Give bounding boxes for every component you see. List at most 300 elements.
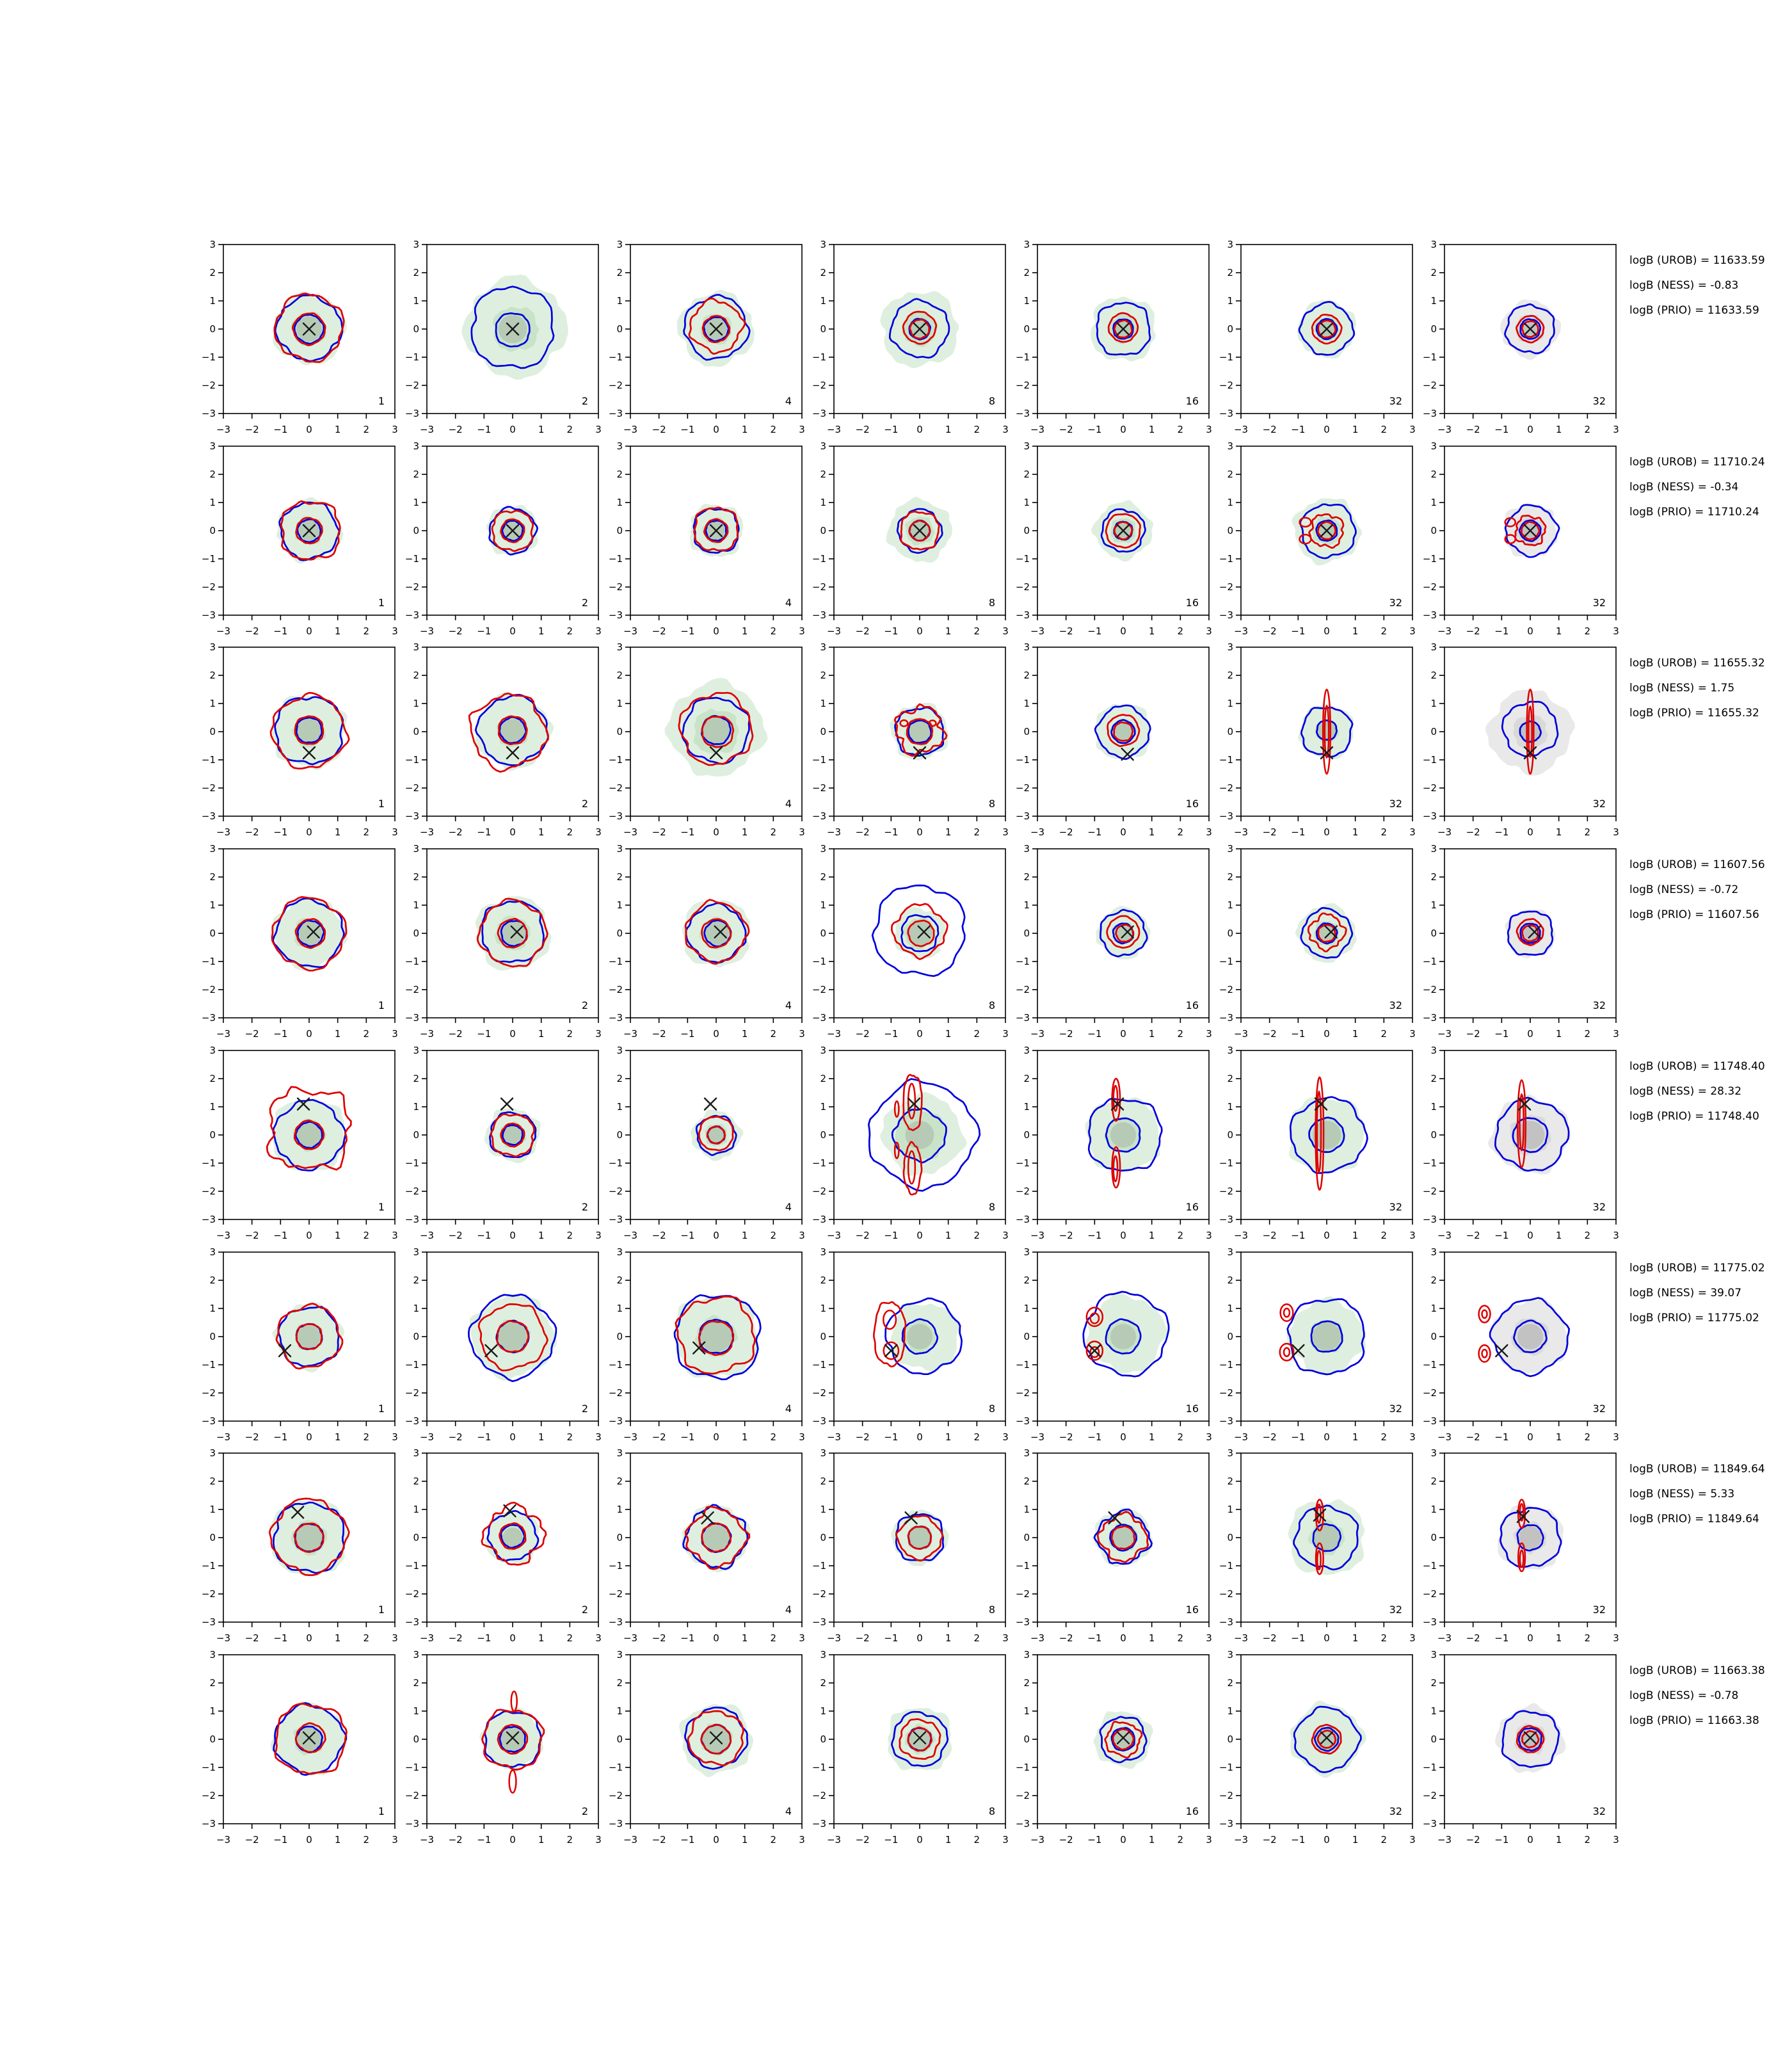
x-tick-label: 3 — [1206, 1834, 1212, 1846]
y-tick-label: −1 — [201, 754, 216, 766]
x-tick-label: 0 — [1527, 1834, 1533, 1846]
x-tick-label: −3 — [1030, 1834, 1045, 1846]
x-tick-label: −3 — [826, 1834, 842, 1846]
subplot-r1-c7 — [1423, 239, 1619, 435]
x-tick-label: −1 — [1291, 1834, 1306, 1846]
y-tick-label: 3 — [413, 1246, 419, 1258]
x-tick-label: −2 — [1059, 424, 1073, 435]
sample-size-label: 1 — [378, 999, 385, 1011]
x-tick-label: 3 — [1206, 1431, 1212, 1443]
prior-center-fill — [1519, 1526, 1542, 1548]
x-tick-label: −2 — [1466, 1230, 1480, 1241]
x-tick-label: 0 — [1527, 1230, 1533, 1241]
y-tick-label: 1 — [1227, 497, 1233, 508]
y-tick-label: −2 — [404, 984, 419, 995]
y-tick-label: 1 — [1430, 698, 1437, 709]
x-tick-label: −1 — [884, 1230, 899, 1241]
y-tick-label: −2 — [608, 1186, 623, 1197]
y-tick-label: −3 — [1422, 408, 1437, 419]
plot-area — [269, 1499, 349, 1576]
x-tick-label: −2 — [855, 625, 870, 637]
y-tick-label: −2 — [1219, 782, 1233, 794]
y-tick-label: 0 — [616, 1733, 623, 1745]
x-tick-label: 3 — [595, 424, 602, 435]
x-tick-label: −1 — [477, 826, 492, 838]
y-tick-label: 3 — [1023, 1045, 1030, 1056]
y-tick-label: −1 — [1219, 754, 1233, 766]
x-tick-label: 2 — [1584, 424, 1591, 435]
y-tick-label: 2 — [1023, 871, 1030, 883]
x-tick-label: 1 — [1148, 1431, 1155, 1443]
y-tick-label: 1 — [413, 295, 419, 307]
x-tick-label: −1 — [273, 1834, 288, 1846]
subplot-r5-c5 — [1016, 1045, 1212, 1241]
plot-area — [1485, 689, 1575, 776]
x-tick-label: 3 — [392, 1028, 398, 1040]
sample-size-label: 2 — [581, 1403, 588, 1415]
x-tick-label: −2 — [448, 1230, 463, 1241]
x-tick-label: 1 — [1555, 1230, 1562, 1241]
x-tick-label: −2 — [244, 826, 259, 838]
logb-ness-text: logB (NESS) = 1.75 — [1629, 682, 1735, 695]
x-tick-label: 0 — [1527, 826, 1533, 838]
x-tick-label: −3 — [1437, 424, 1452, 435]
y-tick-label: −2 — [404, 1790, 419, 1801]
y-tick-label: −3 — [1422, 1818, 1437, 1830]
x-tick-label: 3 — [1613, 424, 1619, 435]
x-tick-label: 1 — [538, 1834, 545, 1846]
logb-urob-text: logB (UROB) = 11663.38 — [1629, 1664, 1765, 1677]
x-tick-label: −1 — [1494, 826, 1509, 838]
x-tick-label: 2 — [770, 826, 777, 838]
y-tick-label: 1 — [1023, 899, 1030, 911]
plot-area — [479, 1691, 544, 1792]
x-tick-label: 1 — [945, 1834, 952, 1846]
y-tick-label: 3 — [616, 641, 623, 653]
x-tick-label: −2 — [448, 625, 463, 637]
x-tick-label: 0 — [1527, 1632, 1533, 1644]
x-tick-label: 1 — [945, 1431, 952, 1443]
logb-prio-text: logB (PRIO) = 11607.56 — [1629, 908, 1759, 921]
x-tick-label: 0 — [1527, 1431, 1533, 1443]
x-tick-label: −1 — [680, 1230, 695, 1241]
plot-area — [1085, 1079, 1162, 1187]
x-tick-label: 0 — [713, 1230, 719, 1241]
sample-size-label: 16 — [1185, 1805, 1199, 1817]
x-tick-label: −2 — [1059, 826, 1073, 838]
x-tick-label: −3 — [826, 826, 842, 838]
x-tick-label: 3 — [799, 424, 805, 435]
y-tick-label: −3 — [812, 408, 826, 419]
y-tick-label: 1 — [1023, 1303, 1030, 1314]
x-tick-label: −3 — [216, 826, 231, 838]
y-tick-label: 1 — [1430, 497, 1437, 508]
x-tick-label: 2 — [566, 1028, 573, 1040]
x-tick-label: 0 — [1120, 1834, 1126, 1846]
x-tick-label: 3 — [799, 1431, 805, 1443]
x-tick-label: 3 — [1409, 1028, 1416, 1040]
y-tick-label: 2 — [1023, 1275, 1030, 1286]
x-tick-label: 3 — [1409, 826, 1416, 838]
x-tick-label: 3 — [1613, 1431, 1619, 1443]
x-tick-label: 0 — [916, 1834, 923, 1846]
x-tick-label: 1 — [945, 826, 952, 838]
y-tick-label: 0 — [1023, 1331, 1030, 1342]
x-tick-label: 2 — [1177, 424, 1184, 435]
subplot-r8-c3 — [609, 1649, 805, 1846]
x-tick-label: 2 — [1177, 1834, 1184, 1846]
y-tick-label: −3 — [1219, 1214, 1233, 1225]
x-tick-label: −1 — [477, 1632, 492, 1644]
y-tick-label: −2 — [201, 1588, 216, 1600]
x-tick-label: −3 — [1437, 1834, 1452, 1846]
y-tick-label: 0 — [413, 1331, 419, 1342]
x-tick-label: −3 — [216, 625, 231, 637]
x-tick-label: −2 — [244, 1431, 259, 1443]
x-tick-label: 0 — [306, 1632, 312, 1644]
x-tick-label: 1 — [538, 826, 545, 838]
y-tick-label: 3 — [1430, 1649, 1437, 1661]
x-tick-label: 2 — [1584, 1028, 1591, 1040]
x-tick-label: −2 — [1262, 1834, 1277, 1846]
y-tick-label: 0 — [820, 1129, 826, 1141]
subplot-r6-c7 — [1423, 1246, 1619, 1443]
plot-area — [484, 1108, 541, 1163]
y-tick-label: −2 — [1219, 1790, 1233, 1801]
x-tick-label: −1 — [273, 625, 288, 637]
x-tick-label: −1 — [680, 1028, 695, 1040]
y-tick-label: −2 — [1422, 1387, 1437, 1399]
logb-prio-text: logB (PRIO) = 11655.32 — [1629, 707, 1759, 720]
y-tick-label: 3 — [616, 239, 623, 250]
y-tick-label: −3 — [608, 1616, 623, 1628]
y-tick-label: 3 — [1227, 641, 1233, 653]
y-tick-label: 3 — [1430, 1246, 1437, 1258]
y-tick-label: 3 — [1430, 843, 1437, 855]
x-tick-label: 3 — [1409, 625, 1416, 637]
sample-size-label: 32 — [1389, 1403, 1402, 1415]
x-tick-label: −2 — [448, 826, 463, 838]
x-tick-label: −2 — [448, 1632, 463, 1644]
y-tick-label: 0 — [1430, 1129, 1437, 1141]
y-tick-label: −3 — [201, 609, 216, 621]
x-tick-label: −1 — [680, 625, 695, 637]
x-tick-label: −1 — [477, 1028, 492, 1040]
x-tick-label: 3 — [1409, 1632, 1416, 1644]
x-tick-label: 0 — [916, 625, 923, 637]
y-tick-label: −2 — [1015, 1387, 1030, 1399]
x-tick-label: −1 — [1087, 826, 1102, 838]
y-tick-label: −3 — [812, 1415, 826, 1427]
x-tick-label: 0 — [306, 625, 312, 637]
y-tick-label: 1 — [1227, 1504, 1233, 1515]
x-tick-label: 0 — [1120, 1431, 1126, 1443]
x-tick-label: −1 — [1291, 1632, 1306, 1644]
y-tick-label: 0 — [1023, 1129, 1030, 1141]
sample-size-label: 32 — [1592, 1201, 1606, 1213]
x-tick-label: −1 — [273, 1632, 288, 1644]
x-tick-label: 0 — [713, 1431, 719, 1443]
x-tick-label: 3 — [1206, 625, 1212, 637]
plot-area — [888, 1708, 952, 1771]
y-tick-label: 1 — [1430, 295, 1437, 307]
x-tick-label: 1 — [1555, 1431, 1562, 1443]
x-tick-label: 2 — [973, 625, 980, 637]
x-tick-label: 1 — [538, 1431, 545, 1443]
subplot-r3-c1 — [202, 641, 398, 838]
subplot-r6-c6 — [1219, 1246, 1416, 1443]
sample-size-label: 32 — [1389, 1604, 1402, 1616]
sample-size-label: 32 — [1592, 999, 1606, 1011]
y-tick-label: 0 — [616, 323, 623, 335]
x-tick-label: −1 — [884, 1632, 899, 1644]
sample-size-label: 1 — [378, 798, 385, 810]
y-tick-label: 2 — [616, 871, 623, 883]
y-tick-label: −2 — [1422, 782, 1437, 794]
x-tick-label: 2 — [770, 625, 777, 637]
y-tick-label: 2 — [1227, 469, 1233, 480]
x-tick-label: −3 — [1233, 625, 1249, 637]
y-tick-label: −2 — [201, 380, 216, 391]
x-tick-label: 0 — [916, 1431, 923, 1443]
x-tick-label: 3 — [799, 1230, 805, 1241]
y-tick-label: 2 — [820, 871, 826, 883]
y-tick-label: 0 — [209, 726, 216, 737]
plot-area — [1292, 498, 1362, 565]
logb-urob-text: logB (UROB) = 11775.02 — [1629, 1262, 1765, 1275]
y-tick-label: 3 — [413, 641, 419, 653]
y-tick-label: −1 — [404, 956, 419, 967]
x-tick-label: −3 — [419, 1431, 435, 1443]
y-tick-label: −1 — [1015, 1762, 1030, 1773]
y-tick-label: 3 — [1430, 239, 1437, 250]
x-tick-label: 1 — [538, 424, 545, 435]
y-tick-label: −3 — [608, 408, 623, 419]
x-tick-label: 3 — [1002, 1632, 1009, 1644]
y-tick-label: −1 — [1422, 1762, 1437, 1773]
y-tick-label: −1 — [1015, 1560, 1030, 1572]
x-tick-label: 2 — [973, 1230, 980, 1241]
y-tick-label: 2 — [1227, 1073, 1233, 1084]
plot-area — [1084, 1292, 1169, 1376]
subplot-r6-c5 — [1016, 1246, 1212, 1443]
x-tick-label: −3 — [1030, 424, 1045, 435]
subplot-r3-c4 — [812, 641, 1009, 838]
x-tick-label: 0 — [1324, 1431, 1330, 1443]
y-tick-label: 2 — [1023, 1073, 1030, 1084]
x-tick-label: 1 — [538, 1028, 545, 1040]
sample-size-label: 2 — [581, 597, 588, 609]
x-tick-label: −3 — [1233, 424, 1249, 435]
x-tick-label: −2 — [855, 1028, 870, 1040]
logb-urob-text: logB (UROB) = 11655.32 — [1629, 657, 1765, 670]
subplot-r2-c5 — [1016, 440, 1212, 637]
sample-size-label: 1 — [378, 597, 385, 609]
y-tick-label: 0 — [1430, 525, 1437, 536]
x-tick-label: 2 — [770, 1632, 777, 1644]
y-tick-label: 0 — [1430, 1733, 1437, 1745]
x-tick-label: 3 — [1613, 625, 1619, 637]
x-tick-label: 0 — [1324, 1834, 1330, 1846]
x-tick-label: −2 — [244, 1834, 259, 1846]
sample-size-label: 16 — [1185, 798, 1199, 810]
plot-area — [271, 897, 348, 971]
y-tick-label: 0 — [1430, 726, 1437, 737]
x-tick-label: −1 — [680, 1834, 695, 1846]
x-tick-label: 2 — [770, 1230, 777, 1241]
y-tick-label: 2 — [1023, 1476, 1030, 1487]
x-tick-label: 1 — [1352, 1028, 1359, 1040]
x-tick-label: −3 — [419, 826, 435, 838]
subplot-r7-c1 — [202, 1447, 398, 1644]
y-tick-label: 2 — [820, 1476, 826, 1487]
x-tick-label: −2 — [1466, 1431, 1480, 1443]
y-tick-label: −1 — [1219, 956, 1233, 967]
y-tick-label: −2 — [201, 782, 216, 794]
sample-size-label: 32 — [1389, 798, 1402, 810]
subplot-r5-c2 — [405, 1045, 602, 1241]
plot-area — [1479, 1298, 1569, 1376]
x-tick-label: 1 — [538, 1230, 545, 1241]
plot-area — [872, 885, 964, 976]
x-tick-label: −3 — [1233, 1632, 1249, 1644]
y-tick-label: 1 — [616, 497, 623, 508]
plot-area — [675, 1295, 760, 1379]
y-tick-label: 1 — [413, 497, 419, 508]
x-tick-label: 2 — [1380, 625, 1388, 637]
y-tick-label: −1 — [812, 1359, 826, 1371]
x-tick-label: −2 — [652, 1431, 666, 1443]
x-tick-label: −3 — [623, 826, 638, 838]
x-tick-label: 2 — [1380, 1834, 1388, 1846]
y-tick-label: 1 — [1430, 1101, 1437, 1113]
x-tick-label: 1 — [741, 625, 748, 637]
y-tick-label: 2 — [1023, 267, 1030, 278]
y-tick-label: 2 — [413, 267, 419, 278]
y-tick-label: −1 — [404, 351, 419, 363]
x-tick-label: −2 — [1262, 1028, 1277, 1040]
x-tick-label: −1 — [1494, 1230, 1509, 1241]
y-tick-label: 0 — [1227, 928, 1233, 939]
y-tick-label: 3 — [1023, 1246, 1030, 1258]
y-tick-label: −1 — [812, 351, 826, 363]
y-tick-label: 3 — [209, 843, 216, 855]
y-tick-label: 1 — [413, 698, 419, 709]
x-tick-label: −1 — [884, 1431, 899, 1443]
y-tick-label: −2 — [1219, 581, 1233, 593]
x-tick-label: 0 — [1324, 1632, 1330, 1644]
y-tick-label: −2 — [1422, 1790, 1437, 1801]
y-tick-label: −2 — [1015, 1186, 1030, 1197]
x-tick-label: 1 — [741, 424, 748, 435]
logb-prio-text: logB (PRIO) = 11663.38 — [1629, 1714, 1759, 1727]
x-tick-label: 2 — [770, 1028, 777, 1040]
y-tick-label: −3 — [201, 1012, 216, 1024]
sample-size-label: 16 — [1185, 395, 1199, 407]
y-tick-label: 1 — [616, 899, 623, 911]
y-tick-label: −3 — [1015, 1415, 1030, 1427]
y-tick-label: −2 — [201, 984, 216, 995]
y-tick-label: 2 — [1430, 1275, 1437, 1286]
y-tick-label: 0 — [616, 1331, 623, 1342]
y-tick-label: −3 — [404, 1415, 419, 1427]
plot-area — [476, 896, 552, 970]
y-tick-label: 3 — [1430, 641, 1437, 653]
x-tick-label: −2 — [244, 625, 259, 637]
prior-center-fill — [1110, 1324, 1136, 1349]
x-tick-label: 1 — [945, 1028, 952, 1040]
plot-area — [1094, 1508, 1154, 1567]
x-tick-label: 1 — [334, 424, 341, 435]
y-tick-label: 0 — [616, 726, 623, 737]
y-tick-label: 2 — [209, 670, 216, 681]
y-tick-label: 3 — [1227, 843, 1233, 855]
subplot-r8-c2 — [405, 1649, 602, 1846]
y-tick-label: −3 — [404, 1818, 419, 1830]
x-tick-label: −3 — [826, 1230, 842, 1241]
plot-area — [468, 1294, 557, 1381]
x-tick-label: 3 — [1409, 1230, 1416, 1241]
x-tick-label: 1 — [945, 424, 952, 435]
logb-urob-text: logB (UROB) = 11633.59 — [1629, 254, 1765, 267]
y-tick-label: −3 — [201, 1415, 216, 1427]
y-tick-label: 1 — [616, 1101, 623, 1113]
sample-size-label: 16 — [1185, 597, 1199, 609]
x-tick-label: −3 — [1437, 1632, 1452, 1644]
x-tick-label: 2 — [363, 1230, 370, 1241]
y-tick-label: −3 — [1219, 408, 1233, 419]
x-tick-label: −2 — [1262, 1230, 1277, 1241]
y-tick-label: −3 — [1219, 1818, 1233, 1830]
sample-size-label: 8 — [988, 1604, 995, 1616]
x-tick-label: 3 — [1409, 1431, 1416, 1443]
posterior-contour-red — [1482, 1310, 1487, 1318]
plot-area — [272, 1303, 344, 1373]
x-tick-label: 0 — [916, 1028, 923, 1040]
x-tick-label: −3 — [216, 1632, 231, 1644]
y-tick-label: −1 — [812, 1560, 826, 1572]
x-tick-label: 0 — [306, 1028, 312, 1040]
y-tick-label: −1 — [201, 553, 216, 565]
x-tick-label: −1 — [1087, 1632, 1102, 1644]
y-tick-label: 0 — [209, 1532, 216, 1543]
x-tick-label: −2 — [855, 1834, 870, 1846]
x-tick-label: 1 — [1352, 1431, 1359, 1443]
sample-size-label: 32 — [1389, 395, 1402, 407]
x-tick-label: −3 — [1437, 1230, 1452, 1241]
plot-area — [271, 693, 349, 770]
sample-size-label: 4 — [785, 999, 792, 1011]
x-tick-label: −1 — [1494, 1028, 1509, 1040]
sample-size-label: 32 — [1592, 395, 1606, 407]
prior-center-fill — [907, 1324, 932, 1349]
subplot-r4-c6 — [1219, 843, 1416, 1040]
y-tick-label: 1 — [1430, 1303, 1437, 1314]
y-tick-label: 0 — [1023, 323, 1030, 335]
y-tick-label: 3 — [209, 440, 216, 452]
x-tick-label: −1 — [884, 424, 899, 435]
x-tick-label: 3 — [1613, 1028, 1619, 1040]
x-tick-label: −2 — [244, 424, 259, 435]
y-tick-label: −1 — [608, 351, 623, 363]
plot-area — [1298, 689, 1354, 774]
x-tick-label: 0 — [306, 424, 312, 435]
subplot-r4-c7 — [1423, 843, 1619, 1040]
x-tick-label: 0 — [713, 1028, 719, 1040]
x-tick-label: −3 — [1437, 1431, 1452, 1443]
plot-area — [868, 1075, 980, 1194]
x-tick-label: −3 — [826, 625, 842, 637]
